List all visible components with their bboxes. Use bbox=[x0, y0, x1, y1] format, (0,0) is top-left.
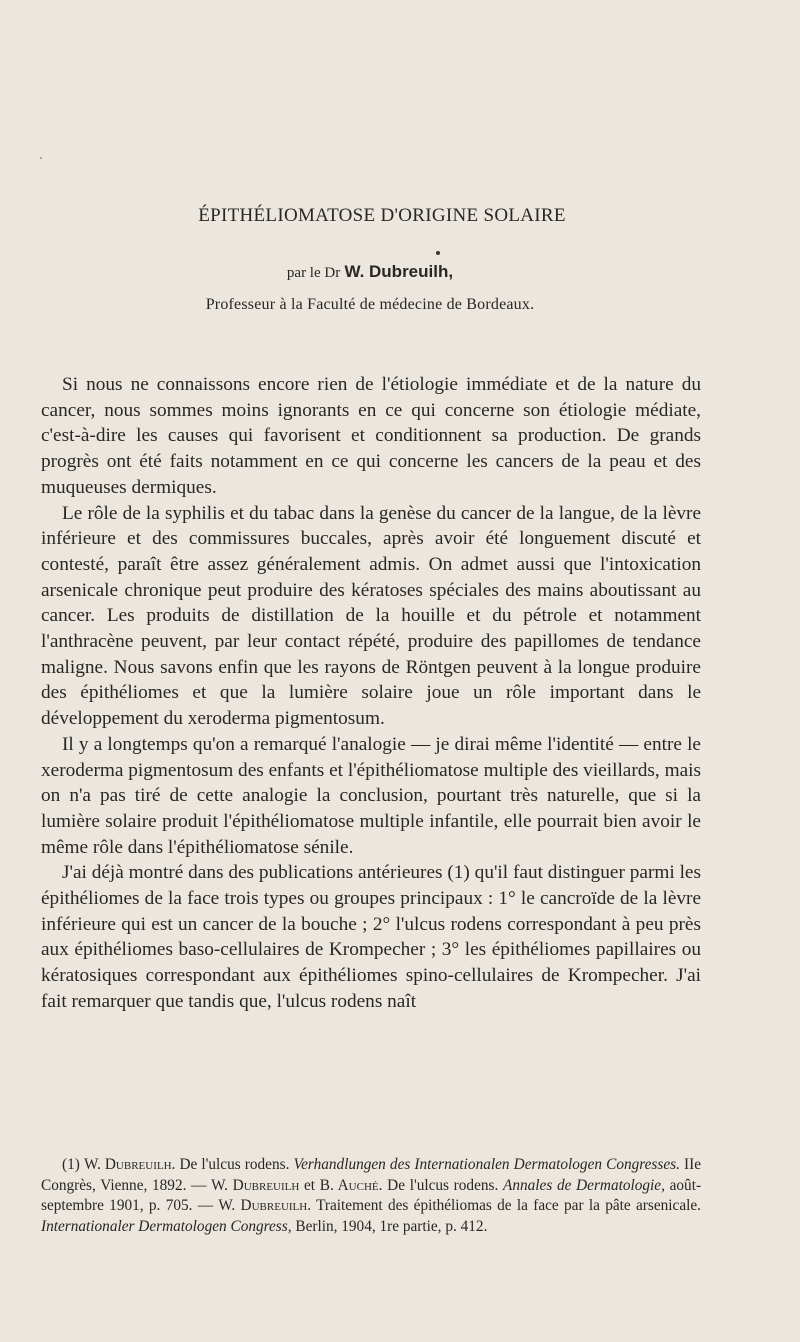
paragraph: Il y a longtemps qu'on a remarqué l'analogie — je dirai même l'identité — entre le xeroderma pigmentosum des enfants et l'épithéliomatose multiple des vieillards, mais on n'a pas tiré de cette analogie la conclusion, pourtant très naturelle, que si la lumière solaire produit l'épithéliomatose multiple infantile, elle pourrait bien avoir le même rôle dans l'épithéliomatose sénile. bbox=[41, 733, 701, 858]
footnote-author: W. Dubreuilh. bbox=[83, 1156, 176, 1173]
article-title: ÉPITHÉLIOMATOSE D'ORIGINE SOLAIRE bbox=[198, 205, 566, 226]
article-body bbox=[41, 372, 701, 1015]
paragraph: J'ai déjà montré dans des publications antérieures (1) qu'il faut distinguer parmi les épithéliomes de la face trois types ou groupes principaux : 1° le cancroïde de la lèvre inférieure qui est un cancer de la bouche ; 2° l'ulcus rodens correspondant à peu près aux épithéliomes baso-cellulaires de Krompecher ; 3° les épithéliomes papillaires ou kératosiques correspondant aux épithéliomes spino-cellulaires de Krompecher. J'ai fait remarquer que tandis que, l'ulcus rodens naît bbox=[41, 862, 701, 1012]
author-name: W. Dubreuilh, bbox=[344, 262, 454, 281]
byline bbox=[0, 262, 740, 282]
footnote-source: Internationaler Dermatologen Congress, bbox=[41, 1217, 292, 1235]
footnote-text: IIe Congrès, Vienne, 1892. — bbox=[41, 1156, 701, 1194]
footnote-text: août-septembre 1901, p. 705. — bbox=[41, 1176, 702, 1214]
footnote-text: De l'ulcus rodens. bbox=[387, 1176, 499, 1194]
print-speck bbox=[40, 157, 42, 159]
paragraph: Si nous ne connaissons encore rien de l'étiologie immédiate et de la nature du cancer, nous sommes moins ignorants en ce qui concerne son étiologie médiate, c'est-à-dire les causes qui favorisent et conditionnent sa production. De grands progrès ont été faits notamment en ce qui concerne les cancers de la peau et des muqueuses dermiques. bbox=[41, 374, 701, 498]
footnote-author: W. Dubreuilh. bbox=[218, 1197, 312, 1214]
footnote-text: Berlin, 1904, 1re partie, p. 412. bbox=[295, 1217, 488, 1235]
byline-prefix: par le Dr bbox=[286, 265, 341, 281]
paragraph: Le rôle de la syphilis et du tabac dans la genèse du cancer de la langue, de la lèvre inférieure et des commissures buccales, après avoir été longuement discuté et contesté, paraît être assez généralement admis. On admet aussi que l'intoxication arsenicale chronique peut produire des kératoses spéciales des mains aboutissant au cancer. Les produits de distillation de la houille et du pétrole et notamment l'anthracène peuvent, par leur contact répété, produire des papillomes de tendance maligne. Nous savons enfin que les rayons de Röntgen peuvent à la longue produire des épithéliomes et que la lumière solaire joue un rôle important dans le développement du xeroderma pigmentosum. bbox=[41, 502, 701, 730]
footnote-source: Annales de Dermatologie, bbox=[503, 1176, 665, 1194]
print-speck bbox=[436, 251, 440, 255]
footnote-text: et bbox=[304, 1176, 316, 1194]
footnote-source: Verhandlungen des Internationalen Dermatologen Congresses. bbox=[293, 1156, 680, 1173]
footnote-text: Traitement des épithéliomas de la face par la pâte arsenicale. bbox=[316, 1197, 701, 1214]
footnote-text: De l'ulcus rodens. bbox=[179, 1156, 290, 1173]
footnote-author: W. Dubreuilh bbox=[211, 1176, 300, 1194]
affiliation: Professeur à la Faculté de médecine de Bordeaux. bbox=[205, 296, 535, 313]
footnote-author: B. Auché. bbox=[319, 1176, 383, 1194]
footnote-marker: (1) bbox=[62, 1156, 80, 1173]
footnote bbox=[41, 1155, 701, 1237]
